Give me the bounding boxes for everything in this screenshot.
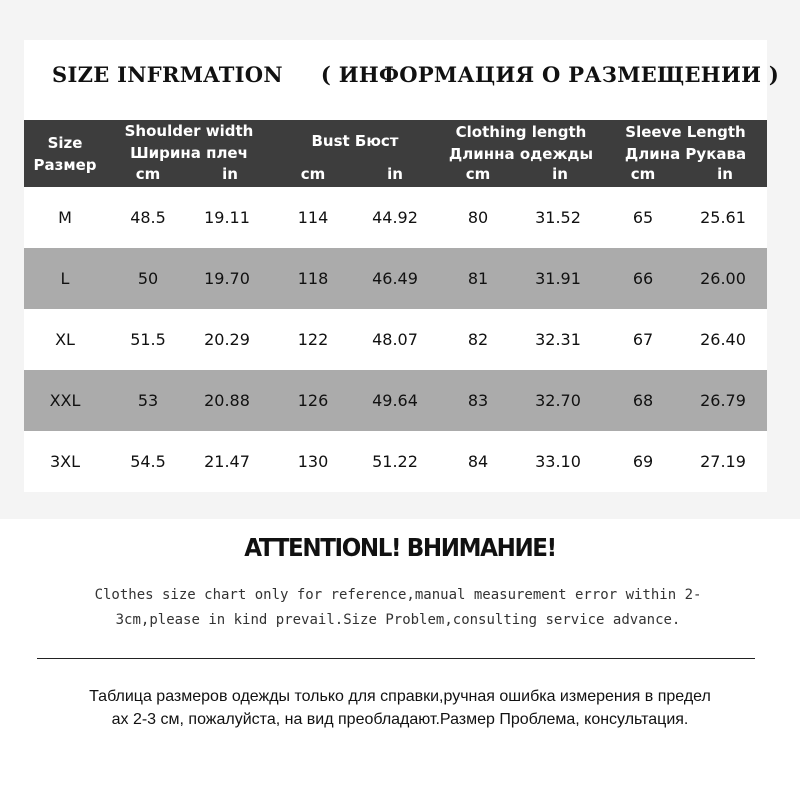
unit-label: in (552, 165, 568, 183)
shoulder-in-cell: 19.11 (204, 208, 250, 227)
shoulder-cm-cell: 53 (137, 391, 159, 410)
bust-cm-cell: 118 (297, 269, 329, 288)
size-cell: XXL (49, 391, 81, 410)
column-header-bust: Bust Бюст (311, 132, 399, 150)
length-cm-cell: 82 (467, 330, 489, 349)
size-cell: 3XL (49, 452, 81, 471)
shoulder-in-cell: 21.47 (204, 452, 250, 471)
shoulder-cm-cell: 54.5 (130, 452, 166, 471)
length-in-cell: 32.70 (535, 391, 581, 410)
table-row (24, 309, 767, 370)
bust-cm-cell: 122 (297, 330, 329, 349)
shoulder-cm-cell: 48.5 (130, 208, 166, 227)
table-row (24, 248, 767, 309)
shoulder-in-cell: 20.29 (204, 330, 250, 349)
length-in-cell: 31.91 (535, 269, 581, 288)
length-cm-cell: 80 (467, 208, 489, 227)
disclaimer-english: Clothes size chart only for reference,manual measurement error within 2- 3cm,please in kind prevail.Size Problem,consulting service advance. (94, 587, 702, 628)
sleeve-in-cell: 26.00 (700, 269, 746, 288)
sleeve-cm-cell: 68 (632, 391, 654, 410)
unit-label: in (717, 165, 733, 183)
length-cm-cell: 84 (467, 452, 489, 471)
bust-cm-cell: 126 (297, 391, 329, 410)
size-cell: XL (55, 330, 75, 349)
sleeve-cm-cell: 65 (632, 208, 654, 227)
column-header-length: Clothing length Длинна одежды (448, 123, 594, 163)
shoulder-cm-cell: 51.5 (130, 330, 166, 349)
sleeve-in-cell: 26.40 (700, 330, 746, 349)
unit-label: in (387, 165, 403, 183)
unit-label: cm (465, 165, 491, 183)
column-header-shoulder: Shoulder width Ширина плеч (124, 122, 254, 162)
bust-in-cell: 44.92 (372, 208, 418, 227)
length-in-cell: 32.31 (535, 330, 581, 349)
table-row (24, 187, 767, 248)
sleeve-in-cell: 25.61 (700, 208, 746, 227)
bust-cm-cell: 114 (297, 208, 329, 227)
unit-label: cm (135, 165, 161, 183)
divider (37, 658, 755, 659)
length-cm-cell: 83 (467, 391, 489, 410)
bust-in-cell: 49.64 (372, 391, 418, 410)
sleeve-in-cell: 27.19 (700, 452, 746, 471)
unit-label: cm (630, 165, 656, 183)
shoulder-cm-cell: 50 (137, 269, 159, 288)
table-row (24, 431, 767, 492)
table-row (24, 370, 767, 431)
size-cell: M (58, 208, 72, 227)
length-cm-cell: 81 (467, 269, 489, 288)
size-cell: L (60, 269, 70, 288)
bust-in-cell: 48.07 (372, 330, 418, 349)
bust-cm-cell: 130 (297, 452, 329, 471)
bust-in-cell: 51.22 (372, 452, 418, 471)
column-header-sleeve: Sleeve Length Длина Рукава (624, 123, 747, 163)
size-table-header (24, 120, 767, 187)
unit-label: cm (300, 165, 326, 183)
length-in-cell: 31.52 (535, 208, 581, 227)
column-header-size: Size Размер (33, 134, 97, 174)
disclaimer-russian: Таблица размеров одежды только для справки,ручная ошибка измерения в предел ах 2-3 см, пожалуйста, на вид преобладают.Размер Проблема, консультация. (89, 688, 711, 728)
shoulder-in-cell: 20.88 (204, 391, 250, 410)
bust-in-cell: 46.49 (372, 269, 418, 288)
sleeve-cm-cell: 67 (632, 330, 654, 349)
unit-label: in (222, 165, 238, 183)
length-in-cell: 33.10 (535, 452, 581, 471)
sleeve-cm-cell: 69 (632, 452, 654, 471)
attention-heading: ATTENTIONL! ВНИМАНИЕ! (244, 533, 556, 562)
page-title: SIZE INFRMATION ( ИНФОРМАЦИЯ О РАЗМЕЩЕНИИ ) (52, 62, 780, 87)
sleeve-cm-cell: 66 (632, 269, 654, 288)
shoulder-in-cell: 19.70 (204, 269, 250, 288)
sleeve-in-cell: 26.79 (700, 391, 746, 410)
